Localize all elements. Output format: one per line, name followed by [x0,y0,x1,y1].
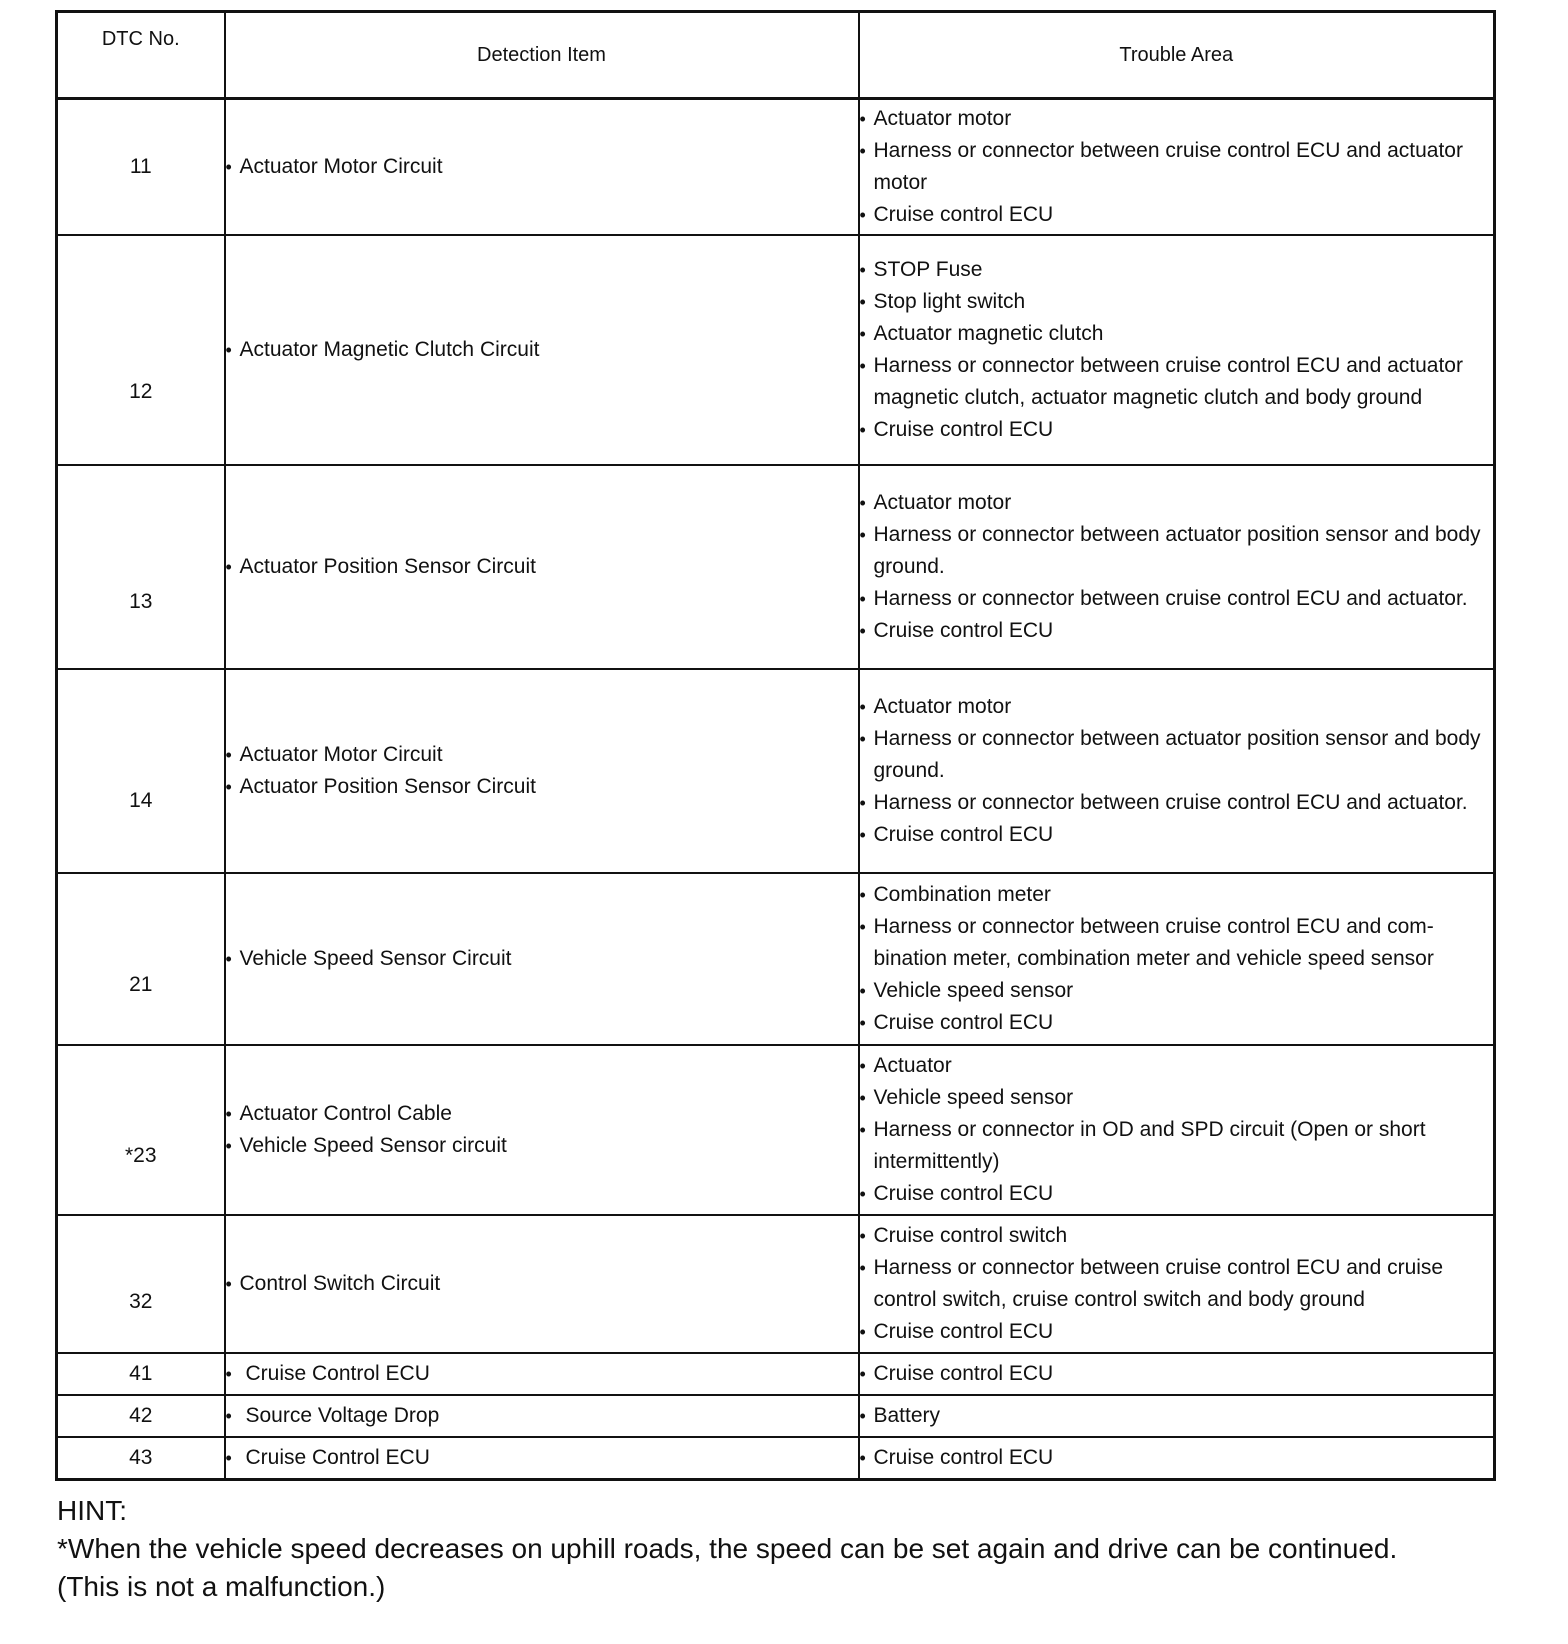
hint-label: HINT: [57,1495,127,1526]
trouble-entry: • Actuator motor [860,691,1494,723]
dtc-code: 43 [57,1437,225,1480]
detection-item [225,1353,859,1395]
detection-item [225,1215,859,1353]
table-row [57,465,1495,669]
trouble-entry: • Cruise control ECU [860,1442,1494,1474]
table-row [57,1045,1495,1215]
trouble-entry: • Combination meter [860,879,1494,911]
detection-item [225,1395,859,1437]
header-dtc-no: DTC No. [57,12,225,99]
trouble-entry: • Cruise control ECU [860,199,1494,231]
table-row [57,873,1495,1045]
table-row [57,1215,1495,1353]
trouble-area [859,235,1495,465]
detection-entry: • Actuator Position Sensor Circuit [226,551,858,583]
trouble-entry: • Cruise control ECU [860,615,1494,647]
table-row [57,235,1495,465]
trouble-area [859,669,1495,873]
dtc-code: 42 [57,1395,225,1437]
trouble-entry: • Harness or connector between cruise control ECU and cruise control switch, cruise control switch and body ground [860,1252,1494,1316]
trouble-entry: • Cruise control switch [860,1220,1494,1252]
trouble-entry: • Harness or connector between actuator position sensor and body ground. [860,519,1494,583]
hint-note: (This is not a malfunction.) [57,1571,386,1602]
trouble-entry: • Harness or connector between cruise control ECU and actuator. [860,787,1494,819]
trouble-area [859,1215,1495,1353]
trouble-entry: • Actuator motor [860,103,1494,135]
dtc-code: *23 [57,1045,225,1215]
trouble-entry: • Vehicle speed sensor [860,975,1494,1007]
trouble-area [859,1045,1495,1215]
detection-entry: • Vehicle Speed Sensor circuit [226,1130,858,1162]
trouble-entry: • STOP Fuse [860,254,1494,286]
trouble-area [859,465,1495,669]
trouble-entry: • Actuator [860,1050,1494,1082]
detection-item [225,99,859,235]
dtc-code: 11 [57,99,225,235]
trouble-area [859,99,1495,235]
table-row [57,669,1495,873]
trouble-area [859,1353,1495,1395]
detection-item [225,1045,859,1215]
trouble-entry: • Harness or connector between cruise control ECU and actuator magnetic clutch, actuator magnetic clutch and body ground [860,350,1494,414]
table-row [57,1395,1495,1437]
table-row [57,99,1495,235]
trouble-area [859,873,1495,1045]
detection-entry: • Actuator Motor Circuit [226,151,858,183]
detection-entry: • Cruise Control ECU [226,1358,858,1390]
trouble-entry: • Cruise control ECU [860,819,1494,851]
detection-entry: • Actuator Control Cable [226,1098,858,1130]
trouble-entry: • Harness or connector between actuator position sensor and body ground. [860,723,1494,787]
table-header-row [57,12,1495,99]
trouble-entry: • Cruise control ECU [860,1316,1494,1348]
trouble-entry: • Stop light switch [860,286,1494,318]
detection-entry: • Actuator Motor Circuit [226,739,858,771]
detection-entry: • Cruise Control ECU [226,1442,858,1474]
detection-entry: • Control Switch Circuit [226,1268,858,1300]
detection-item [225,235,859,465]
trouble-area [859,1395,1495,1437]
trouble-entry: • Cruise control ECU [860,1358,1494,1390]
detection-item [225,1437,859,1480]
trouble-entry: • Cruise control ECU [860,414,1494,446]
dtc-code: 21 [57,873,225,1045]
detection-entry: • Actuator Magnetic Clutch Circuit [226,334,858,366]
trouble-entry: • Actuator motor [860,487,1494,519]
trouble-entry: • Vehicle speed sensor [860,1082,1494,1114]
trouble-entry: • Cruise control ECU [860,1178,1494,1210]
dtc-code: 14 [57,669,225,873]
detection-entry: • Vehicle Speed Sensor Circuit [226,943,858,975]
header-detection-item: Detection Item [225,12,859,99]
header-trouble-area: Trouble Area [859,12,1495,99]
trouble-entry: • Actuator magnetic clutch [860,318,1494,350]
trouble-entry: • Battery [860,1400,1494,1432]
trouble-area [859,1437,1495,1480]
trouble-entry: • Harness or connector between cruise control ECU and com-bination meter, combination meter and vehicle speed sensor [860,911,1494,975]
detection-item [225,873,859,1045]
dtc-code: 32 [57,1215,225,1353]
dtc-code: 13 [57,465,225,669]
trouble-entry: • Harness or connector in OD and SPD circuit (Open or short intermittently) [860,1114,1494,1178]
trouble-entry: • Harness or connector between cruise control ECU and actuator motor [860,135,1494,199]
table-row [57,1353,1495,1395]
hint-text: *When the vehicle speed decreases on uphill roads, the speed can be set again and drive can be continued. [57,1533,1398,1564]
detection-item [225,669,859,873]
dtc-code: 41 [57,1353,225,1395]
trouble-entry: • Cruise control ECU [860,1007,1494,1039]
dtc-table [55,10,1496,1481]
detection-entry: • Source Voltage Drop [226,1400,858,1432]
detection-item [225,465,859,669]
trouble-entry: • Harness or connector between cruise control ECU and actuator. [860,583,1494,615]
table-row [57,1437,1495,1480]
dtc-code: 12 [57,235,225,465]
detection-entry: • Actuator Position Sensor Circuit [226,771,858,803]
hint-block [57,1492,1537,1606]
